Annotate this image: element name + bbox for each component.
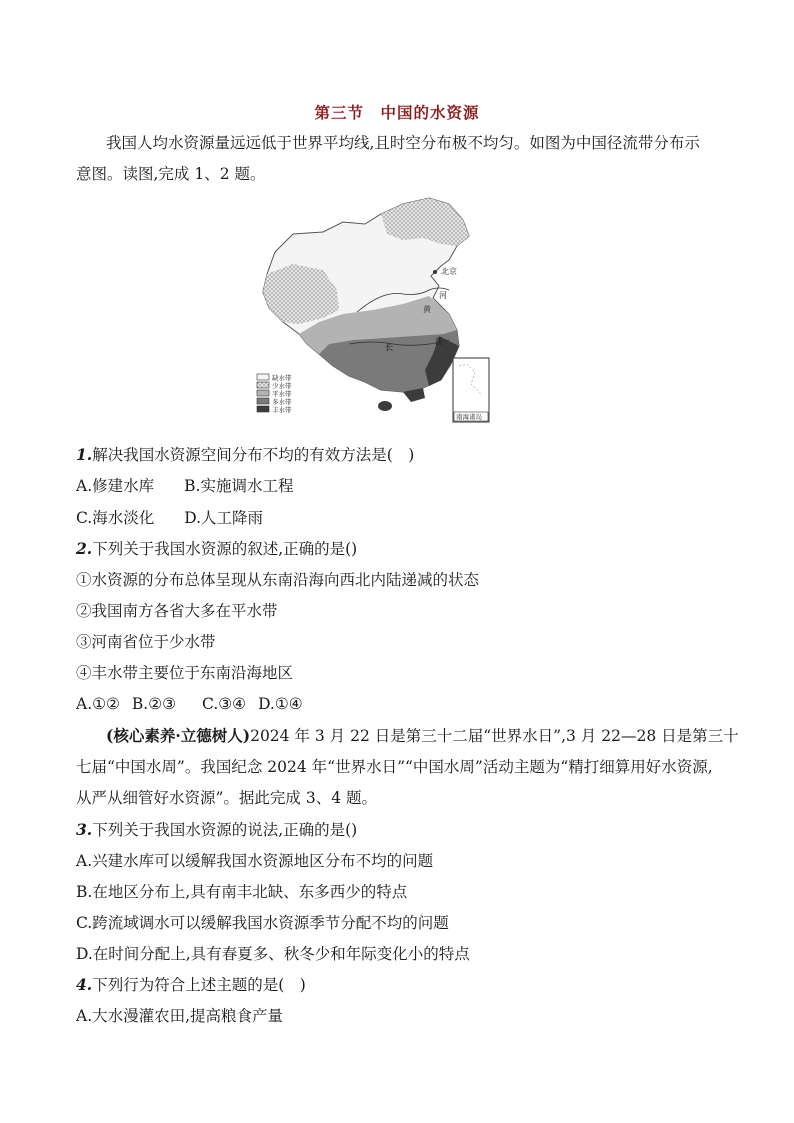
legend-que: 缺水带 (272, 374, 292, 382)
hainan-island (378, 401, 392, 411)
q3-option-c[interactable]: C.跨流域调水可以缓解我国水资源季节分配不均的问题 (76, 914, 449, 932)
passage-line-3: 从严从细管好水资源”。据此完成 3、4 题。 (76, 789, 378, 807)
q1-option-b[interactable]: B.实施调水工程 (184, 477, 294, 495)
q4-number: 4. (76, 975, 93, 994)
passage-tag: (核心素养·立德树人) (106, 726, 251, 745)
legend-feng: 丰水带 (272, 406, 292, 414)
label-huang: 黄 (423, 305, 431, 314)
map-legend (257, 373, 292, 414)
section-title: 第三节 中国的水资源 (314, 103, 480, 122)
q1-stem (76, 445, 414, 465)
passage-line-2: 七届“中国水周”。我国纪念 2024 年“世界水日”“中国水周”活动主题为“精打细算用好水资源, (76, 758, 713, 776)
q3-stem (76, 820, 357, 840)
passage-line-1 (106, 726, 739, 746)
label-beijing: 北京 (441, 267, 457, 276)
q4-stem (76, 975, 306, 995)
passage-text-1: 2024 年 3 月 22 日是第三十二届“世界水日”,3 月 22—28 日是第三十 (250, 727, 739, 745)
q1-stem-text: 解决我国水资源空间分布不均的有效方法是( ) (92, 446, 415, 464)
intro-line-2: 意图。读图,完成 1、2 题。 (76, 165, 266, 183)
q2-stem-text: 下列关于我国水资源的叙述,正确的是() (92, 540, 358, 558)
q3-option-a[interactable]: A.兴建水库可以缓解我国水资源地区分布不均的问题 (76, 852, 434, 870)
china-runoff-map (253, 194, 491, 426)
q4-option-a[interactable]: A.大水漫灌农田,提高粮食产量 (76, 1007, 284, 1025)
q1-option-c[interactable]: C.海水淡化 (76, 509, 155, 527)
q2-option-d[interactable]: D.①④ (258, 695, 303, 713)
q3-option-d[interactable]: D.在时间分配上,具有春夏多、秋冬少和年际变化小的特点 (76, 945, 470, 963)
q3-stem-text: 下列关于我国水资源的说法,正确的是() (92, 821, 358, 839)
label-jiang: 江 (435, 337, 443, 346)
legend-shao: 少水带 (272, 382, 292, 390)
q2-options (76, 694, 303, 714)
beijing-marker (433, 270, 437, 274)
q1-options-row-2 (76, 508, 263, 528)
q1-option-d[interactable]: D.人工降雨 (184, 509, 264, 527)
q3-number: 3. (76, 820, 93, 839)
q1-option-a[interactable]: A.修建水库 (76, 477, 155, 495)
q2-option-b[interactable]: B.②③ (131, 695, 177, 713)
legend-duo: 多水带 (272, 398, 292, 406)
q1-options-row-1 (76, 476, 293, 496)
label-chang: 长 (385, 343, 393, 352)
q2-stem (76, 539, 357, 559)
q3-option-b[interactable]: B.在地区分布上,具有南丰北缺、东多西少的特点 (76, 883, 408, 901)
q2-statement-4: ④丰水带主要位于东南沿海地区 (76, 664, 294, 682)
legend-ping: 平水带 (272, 390, 292, 398)
q2-statement-1: ①水资源的分布总体呈现从东南沿海向西北内陆递减的状态 (76, 571, 480, 589)
label-nanhai: 南海诸岛 (456, 413, 482, 421)
q1-number: 1. (76, 445, 93, 464)
intro-line-1: 我国人均水资源量远远低于世界平均线,且时空分布极不均匀。如图为中国径流带分布示 (106, 134, 700, 152)
q2-option-a[interactable]: A.①② (76, 695, 120, 713)
q2-statement-2: ②我国南方各省大多在平水带 (76, 602, 278, 620)
q2-statement-3: ③河南省位于少水带 (76, 633, 216, 651)
q4-stem-text: 下列行为符合上述主题的是( ) (92, 976, 306, 994)
q2-option-c[interactable]: C.③④ (202, 695, 247, 713)
q2-number: 2. (76, 539, 93, 558)
label-he: 河 (439, 291, 447, 300)
